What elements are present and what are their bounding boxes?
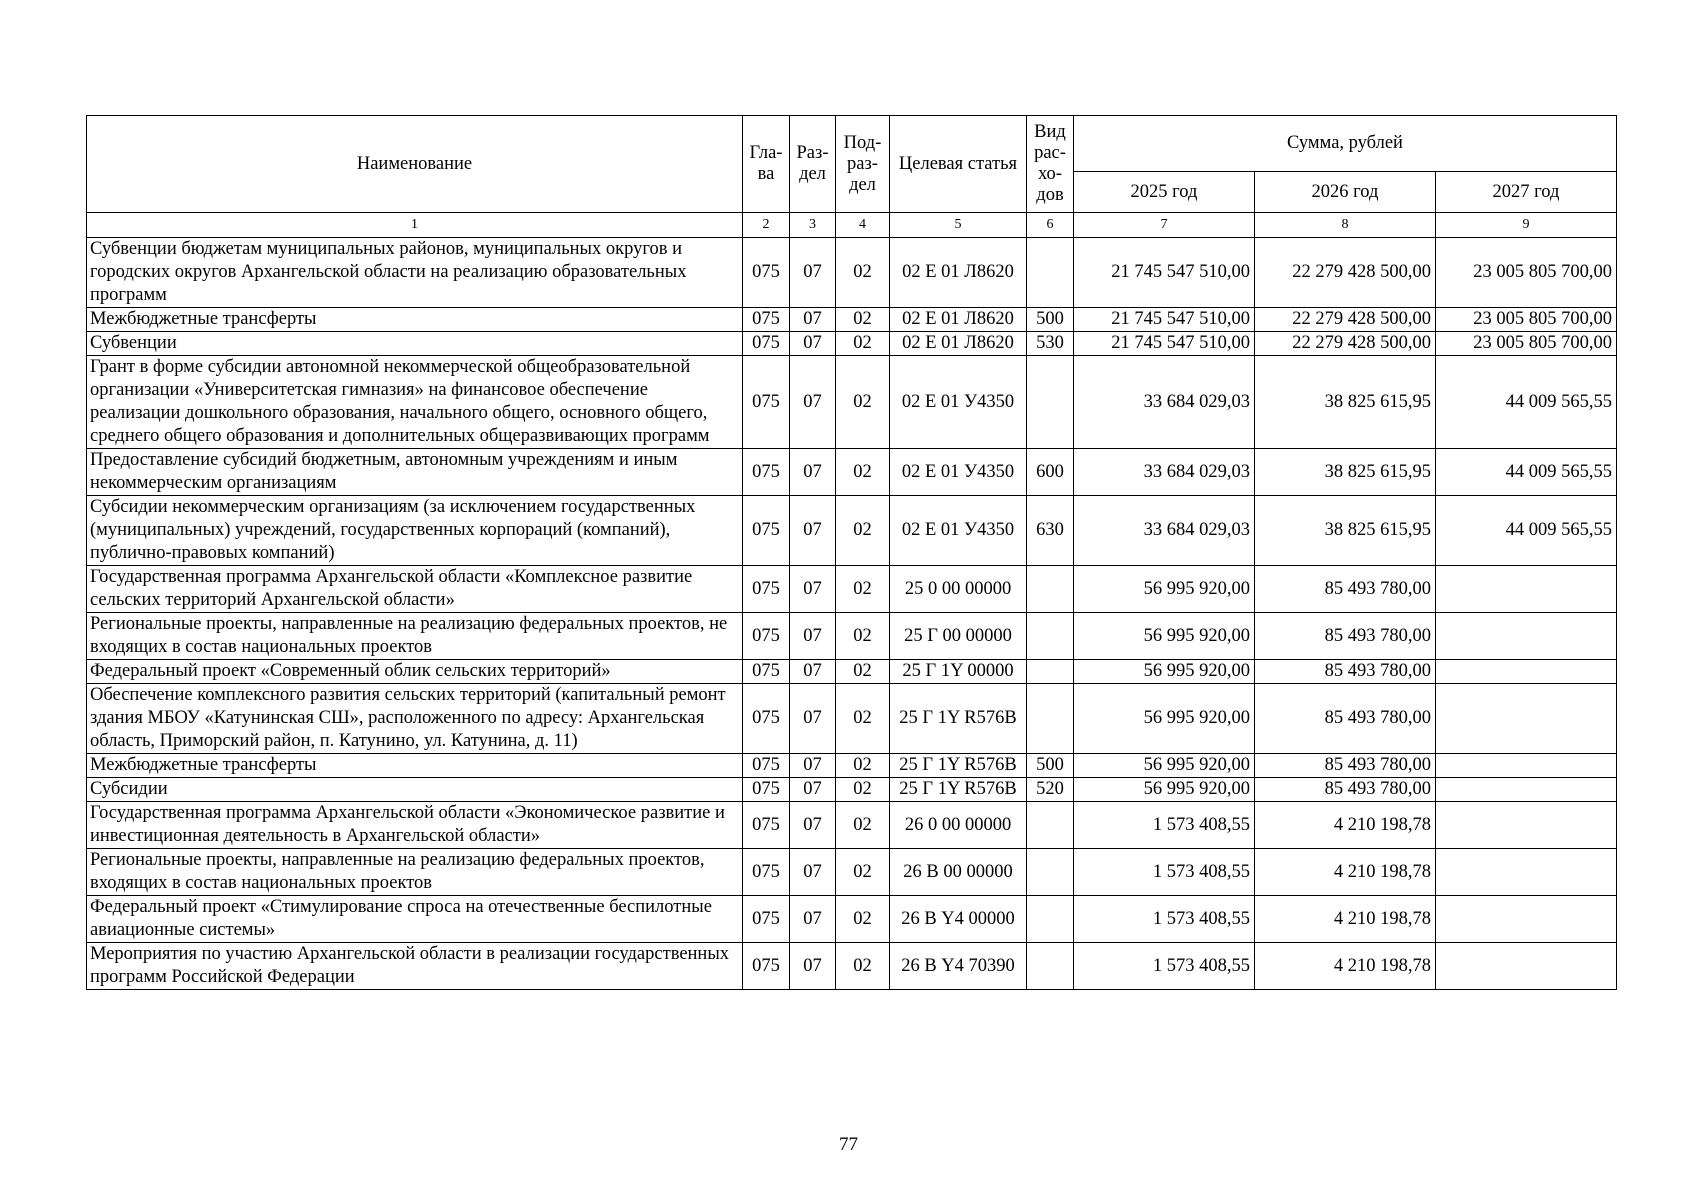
cell-sum-2025: 1 573 408,55 — [1074, 896, 1255, 943]
cell-podrazdel: 02 — [836, 896, 890, 943]
cell-podrazdel: 02 — [836, 449, 890, 496]
cell-sum-2027 — [1436, 849, 1617, 896]
header-year-2027: 2027 год — [1436, 172, 1617, 213]
column-number-row — [87, 213, 1617, 238]
table-row — [87, 566, 1617, 613]
cell-glava: 075 — [743, 566, 790, 613]
cell-podrazdel: 02 — [836, 496, 890, 566]
cell-sum-2027 — [1436, 613, 1617, 660]
header-vid: Вид рас-хо-дов — [1027, 116, 1074, 213]
cell-sum-2025: 1 573 408,55 — [1074, 802, 1255, 849]
cell-sum-2025: 56 995 920,00 — [1074, 684, 1255, 754]
table-row — [87, 332, 1617, 356]
cell-sum-2025: 56 995 920,00 — [1074, 778, 1255, 802]
cell-razdel: 07 — [790, 566, 836, 613]
cell-sum-2026: 85 493 780,00 — [1255, 660, 1436, 684]
cell-glava: 075 — [743, 943, 790, 990]
column-number: 9 — [1436, 213, 1617, 238]
cell-name: Федеральный проект «Современный облик сельских территорий» — [87, 660, 743, 684]
cell-razdel: 07 — [790, 896, 836, 943]
cell-sum-2026: 4 210 198,78 — [1255, 896, 1436, 943]
cell-sum-2025: 21 745 547 510,00 — [1074, 332, 1255, 356]
table-row — [87, 496, 1617, 566]
header-podrazdel: Под-раз-дел — [836, 116, 890, 213]
cell-sum-2026: 85 493 780,00 — [1255, 613, 1436, 660]
column-number: 5 — [890, 213, 1027, 238]
cell-target-article: 26 0 00 00000 — [890, 802, 1027, 849]
cell-sum-2025: 1 573 408,55 — [1074, 943, 1255, 990]
cell-glava: 075 — [743, 849, 790, 896]
cell-sum-2027 — [1436, 943, 1617, 990]
cell-name: Региональные проекты, направленные на реализацию федеральных проектов, не входящих в состав национальных проектов — [87, 613, 743, 660]
cell-glava: 075 — [743, 356, 790, 449]
cell-sum-2025: 56 995 920,00 — [1074, 566, 1255, 613]
cell-name: Федеральный проект «Стимулирование спроса на отечественные беспилотные авиационные системы» — [87, 896, 743, 943]
cell-target-article: 25 Г 1Y 00000 — [890, 660, 1027, 684]
cell-sum-2027 — [1436, 684, 1617, 754]
cell-glava: 075 — [743, 449, 790, 496]
table-row — [87, 778, 1617, 802]
cell-expense-type — [1027, 238, 1074, 308]
cell-sum-2025: 33 684 029,03 — [1074, 496, 1255, 566]
cell-expense-type — [1027, 566, 1074, 613]
cell-name: Субвенции — [87, 332, 743, 356]
cell-podrazdel: 02 — [836, 802, 890, 849]
cell-name: Межбюджетные трансферты — [87, 308, 743, 332]
cell-razdel: 07 — [790, 308, 836, 332]
cell-glava: 075 — [743, 778, 790, 802]
cell-expense-type — [1027, 356, 1074, 449]
budget-table — [86, 115, 1617, 990]
cell-name: Государственная программа Архангельской области «Комплексное развитие сельских территорий Архангельской области» — [87, 566, 743, 613]
cell-expense-type — [1027, 943, 1074, 990]
table-row — [87, 849, 1617, 896]
cell-razdel: 07 — [790, 613, 836, 660]
cell-sum-2026: 85 493 780,00 — [1255, 754, 1436, 778]
cell-sum-2025: 56 995 920,00 — [1074, 660, 1255, 684]
cell-name: Государственная программа Архангельской области «Экономическое развитие и инвестиционная деятельность в Архангельской области» — [87, 802, 743, 849]
cell-sum-2026: 38 825 615,95 — [1255, 356, 1436, 449]
column-number: 4 — [836, 213, 890, 238]
cell-razdel: 07 — [790, 849, 836, 896]
cell-target-article: 26 В Y4 70390 — [890, 943, 1027, 990]
cell-podrazdel: 02 — [836, 238, 890, 308]
cell-podrazdel: 02 — [836, 566, 890, 613]
cell-glava: 075 — [743, 684, 790, 754]
cell-glava: 075 — [743, 308, 790, 332]
table-row — [87, 238, 1617, 308]
cell-expense-type — [1027, 849, 1074, 896]
header-target: Целевая статья — [890, 116, 1027, 213]
header-year-2025: 2025 год — [1074, 172, 1255, 213]
cell-glava: 075 — [743, 802, 790, 849]
cell-target-article: 02 Е 01 Л8620 — [890, 308, 1027, 332]
cell-podrazdel: 02 — [836, 943, 890, 990]
cell-glava: 075 — [743, 238, 790, 308]
cell-expense-type: 630 — [1027, 496, 1074, 566]
cell-glava: 075 — [743, 613, 790, 660]
cell-razdel: 07 — [790, 496, 836, 566]
cell-podrazdel: 02 — [836, 332, 890, 356]
cell-name: Предоставление субсидий бюджетным, автономным учреждениям и иным некоммерческим организациям — [87, 449, 743, 496]
cell-sum-2026: 4 210 198,78 — [1255, 849, 1436, 896]
cell-podrazdel: 02 — [836, 778, 890, 802]
column-number: 1 — [87, 213, 743, 238]
table-row — [87, 684, 1617, 754]
cell-name: Грант в форме субсидии автономной некоммерческой общеобразовательной организации «Университетская гимназия» на финансовое обеспечение реализации дошкольного образования, начального общего, основного общего, среднего общего образования и дополнительных общеразвивающих программ — [87, 356, 743, 449]
cell-sum-2026: 22 279 428 500,00 — [1255, 308, 1436, 332]
cell-expense-type — [1027, 660, 1074, 684]
cell-podrazdel: 02 — [836, 754, 890, 778]
column-number: 3 — [790, 213, 836, 238]
cell-sum-2026: 4 210 198,78 — [1255, 802, 1436, 849]
cell-sum-2026: 22 279 428 500,00 — [1255, 238, 1436, 308]
cell-name: Межбюджетные трансферты — [87, 754, 743, 778]
cell-target-article: 02 Е 01 У4350 — [890, 496, 1027, 566]
table-row — [87, 754, 1617, 778]
cell-sum-2027: 44 009 565,55 — [1436, 496, 1617, 566]
cell-target-article: 26 В 00 00000 — [890, 849, 1027, 896]
cell-sum-2025: 1 573 408,55 — [1074, 849, 1255, 896]
table-body — [87, 213, 1617, 990]
cell-sum-2026: 38 825 615,95 — [1255, 449, 1436, 496]
cell-expense-type — [1027, 684, 1074, 754]
cell-podrazdel: 02 — [836, 660, 890, 684]
cell-sum-2025: 56 995 920,00 — [1074, 613, 1255, 660]
cell-sum-2027: 23 005 805 700,00 — [1436, 238, 1617, 308]
cell-glava: 075 — [743, 896, 790, 943]
cell-name: Мероприятия по участию Архангельской области в реализации государственных программ Российской Федерации — [87, 943, 743, 990]
cell-target-article: 26 В Y4 00000 — [890, 896, 1027, 943]
cell-sum-2025: 33 684 029,03 — [1074, 356, 1255, 449]
cell-expense-type — [1027, 613, 1074, 660]
cell-expense-type: 520 — [1027, 778, 1074, 802]
cell-target-article: 02 Е 01 Л8620 — [890, 238, 1027, 308]
cell-target-article: 02 Е 01 У4350 — [890, 356, 1027, 449]
cell-name: Субвенции бюджетам муниципальных районов, муниципальных округов и городских округов Архангельской области на реализацию образовательных программ — [87, 238, 743, 308]
table-row — [87, 613, 1617, 660]
cell-podrazdel: 02 — [836, 849, 890, 896]
cell-target-article: 25 Г 00 00000 — [890, 613, 1027, 660]
cell-razdel: 07 — [790, 754, 836, 778]
cell-sum-2026: 22 279 428 500,00 — [1255, 332, 1436, 356]
table-row — [87, 308, 1617, 332]
cell-glava: 075 — [743, 660, 790, 684]
cell-expense-type — [1027, 802, 1074, 849]
cell-sum-2027: 44 009 565,55 — [1436, 356, 1617, 449]
cell-name: Субсидии некоммерческим организациям (за исключением государственных (муниципальных) учреждений, государственных корпораций (компаний), публично-правовых компаний) — [87, 496, 743, 566]
cell-sum-2026: 85 493 780,00 — [1255, 684, 1436, 754]
cell-expense-type: 500 — [1027, 308, 1074, 332]
header-glava: Гла-ва — [743, 116, 790, 213]
cell-name: Региональные проекты, направленные на реализацию федеральных проектов, входящих в состав национальных проектов — [87, 849, 743, 896]
header-name: Наименование — [87, 116, 743, 213]
cell-sum-2027: 23 005 805 700,00 — [1436, 332, 1617, 356]
table-row — [87, 449, 1617, 496]
cell-razdel: 07 — [790, 449, 836, 496]
header-year-2026: 2026 год — [1255, 172, 1436, 213]
cell-sum-2027 — [1436, 802, 1617, 849]
cell-name: Обеспечение комплексного развития сельских территорий (капитальный ремонт здания МБОУ «Катунинская СШ», расположенного по адресу: Архангельская область, Приморский район, п. Катунино, ул. Катунина, д. 11) — [87, 684, 743, 754]
cell-target-article: 25 Г 1Y R576В — [890, 684, 1027, 754]
cell-razdel: 07 — [790, 238, 836, 308]
cell-glava: 075 — [743, 496, 790, 566]
cell-sum-2027 — [1436, 566, 1617, 613]
cell-razdel: 07 — [790, 332, 836, 356]
cell-target-article: 02 Е 01 У4350 — [890, 449, 1027, 496]
cell-podrazdel: 02 — [836, 684, 890, 754]
cell-name: Субсидии — [87, 778, 743, 802]
cell-target-article: 02 Е 01 Л8620 — [890, 332, 1027, 356]
cell-podrazdel: 02 — [836, 613, 890, 660]
cell-expense-type: 530 — [1027, 332, 1074, 356]
column-number: 7 — [1074, 213, 1255, 238]
cell-sum-2025: 56 995 920,00 — [1074, 754, 1255, 778]
cell-target-article: 25 0 00 00000 — [890, 566, 1027, 613]
cell-sum-2026: 4 210 198,78 — [1255, 943, 1436, 990]
cell-glava: 075 — [743, 754, 790, 778]
cell-razdel: 07 — [790, 356, 836, 449]
cell-razdel: 07 — [790, 802, 836, 849]
table-row — [87, 896, 1617, 943]
header-sum: Сумма, рублей — [1074, 116, 1617, 172]
column-number: 6 — [1027, 213, 1074, 238]
cell-expense-type: 500 — [1027, 754, 1074, 778]
cell-sum-2026: 38 825 615,95 — [1255, 496, 1436, 566]
cell-sum-2027: 44 009 565,55 — [1436, 449, 1617, 496]
cell-razdel: 07 — [790, 943, 836, 990]
cell-glava: 075 — [743, 332, 790, 356]
cell-target-article: 25 Г 1Y R576В — [890, 778, 1027, 802]
table-row — [87, 356, 1617, 449]
cell-sum-2027: 23 005 805 700,00 — [1436, 308, 1617, 332]
table-row — [87, 802, 1617, 849]
cell-sum-2025: 33 684 029,03 — [1074, 449, 1255, 496]
cell-sum-2026: 85 493 780,00 — [1255, 778, 1436, 802]
table-row — [87, 943, 1617, 990]
cell-sum-2027 — [1436, 896, 1617, 943]
cell-sum-2027 — [1436, 778, 1617, 802]
cell-sum-2026: 85 493 780,00 — [1255, 566, 1436, 613]
page-number: 77 — [839, 1134, 858, 1155]
cell-razdel: 07 — [790, 778, 836, 802]
cell-sum-2027 — [1436, 754, 1617, 778]
header-razdel: Раз-дел — [790, 116, 836, 213]
cell-sum-2027 — [1436, 660, 1617, 684]
cell-razdel: 07 — [790, 660, 836, 684]
column-number: 8 — [1255, 213, 1436, 238]
cell-sum-2025: 21 745 547 510,00 — [1074, 308, 1255, 332]
cell-podrazdel: 02 — [836, 356, 890, 449]
column-number: 2 — [743, 213, 790, 238]
table-row — [87, 660, 1617, 684]
cell-expense-type: 600 — [1027, 449, 1074, 496]
cell-sum-2025: 21 745 547 510,00 — [1074, 238, 1255, 308]
cell-podrazdel: 02 — [836, 308, 890, 332]
cell-razdel: 07 — [790, 684, 836, 754]
cell-target-article: 25 Г 1Y R576В — [890, 754, 1027, 778]
cell-expense-type — [1027, 896, 1074, 943]
